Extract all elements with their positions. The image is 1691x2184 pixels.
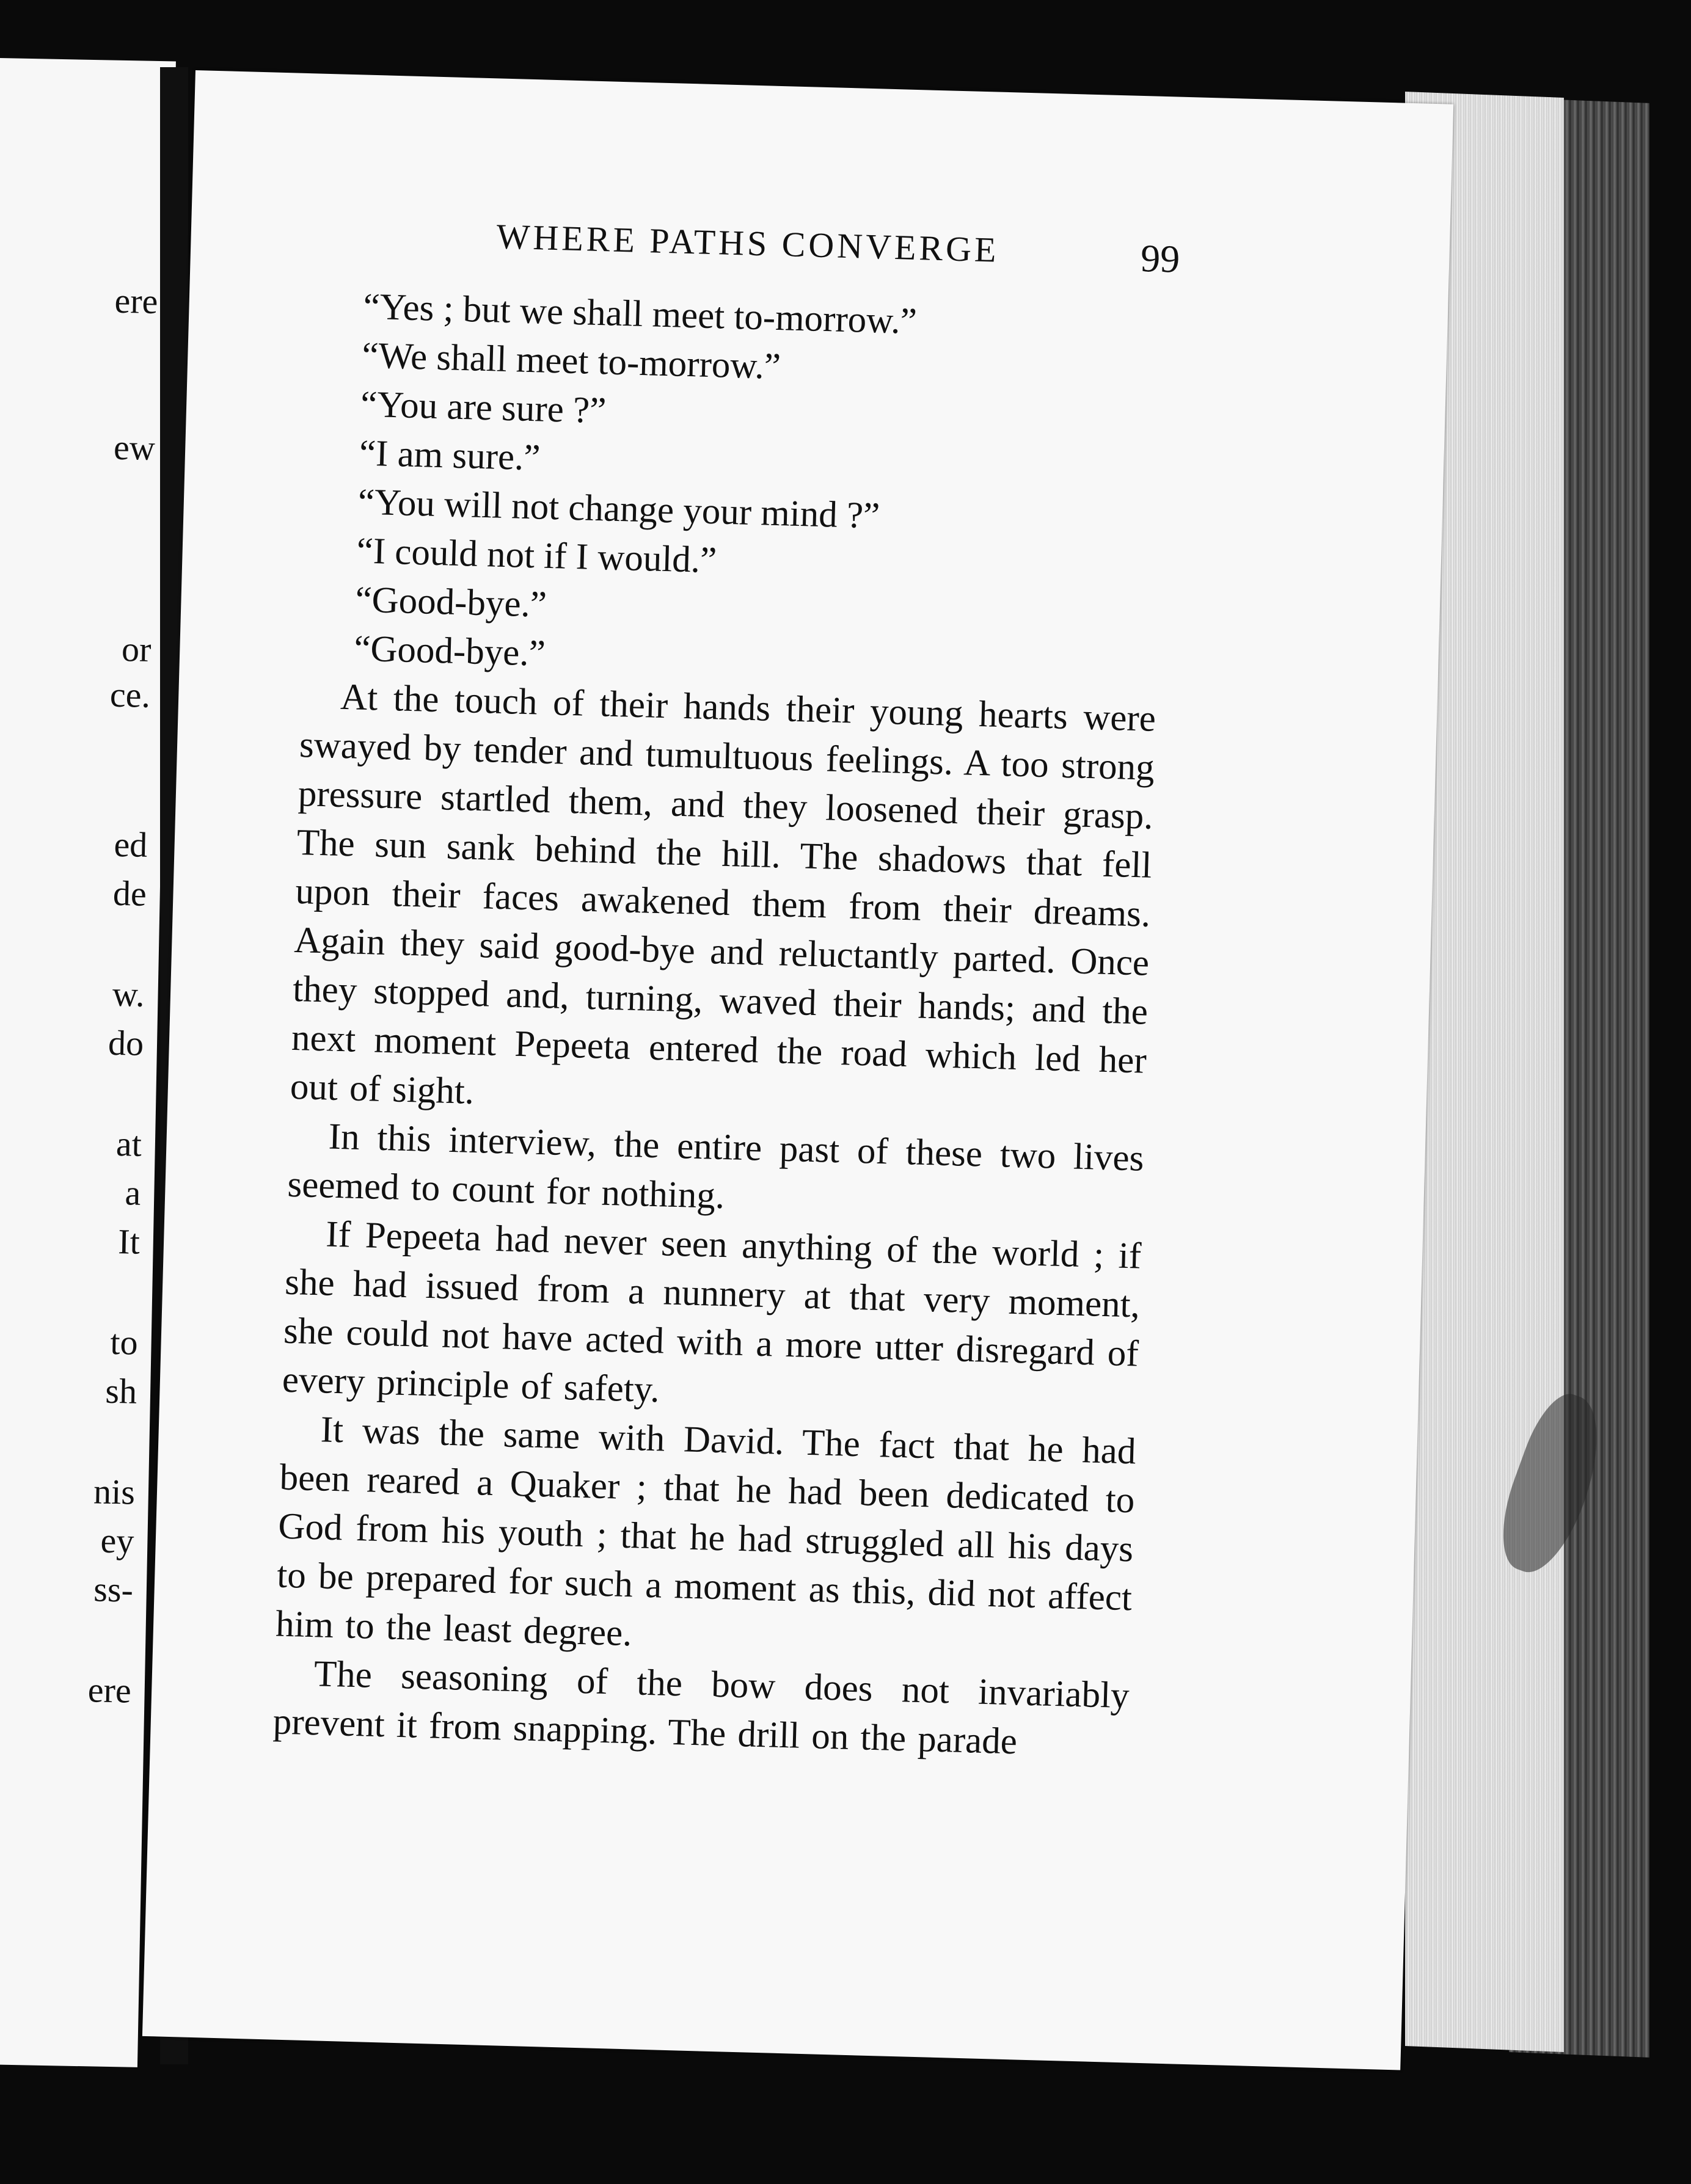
- paragraph: In this interview, the entire past of these two lives seemed to count for nothing.: [287, 1116, 1145, 1217]
- text-fragment: ere: [114, 280, 159, 322]
- dialogue-line: “You will not change your mind ?”: [357, 481, 881, 537]
- book-page: [142, 70, 1453, 2070]
- paragraph: At the touch of their hands their young hearts were swayed by tender and tumultuous feelings. A too strong pressure startled them, and they loosened their grasp. The sun sank behind the hill. The shadows that fell upon their faces awakened them from their dreams. Again they said good-bye and reluctantly parted. Once they stopped and, turning, waved their hands; and the next moment Pepeeta entered the road which led her out of sight.: [290, 676, 1156, 1112]
- text-fragment: to: [109, 1322, 139, 1363]
- paragraph: It was the same with David. The fact that he had been reared a Quaker ; that he had been dedicated to God from his youth ; that he had struggled all his days to be prepared for such a moment as this, did not affect him to the least degree.: [275, 1409, 1137, 1654]
- running-head: [191, 208, 1407, 289]
- page-number: 99: [1140, 236, 1181, 281]
- dialogue-line: “We shall meet to-morrow.”: [361, 335, 781, 388]
- page-body: [272, 281, 1167, 1769]
- dialogue-line: “I could not if I would.”: [356, 530, 718, 581]
- text-fragment: de: [112, 873, 147, 914]
- dialogue-line: “You are sure ?”: [360, 384, 607, 432]
- paragraph: If Pepeeta had never seen anything of the world ; if she had issued from a nunnery at that very moment, she could not have acted with a more utter disregard of every principle of safety.: [282, 1214, 1142, 1411]
- text-fragment: ere: [87, 1670, 132, 1711]
- dialogue-line: “I am sure.”: [359, 432, 541, 479]
- text-fragment: ey: [100, 1520, 135, 1561]
- text-fragment: w.: [112, 974, 145, 1014]
- text-fragment: ce.: [109, 674, 151, 715]
- text-fragment: It: [117, 1221, 141, 1262]
- dialogue-line: “Good-bye.”: [354, 579, 547, 625]
- text-fragment: a: [124, 1173, 141, 1213]
- text-fragment: sh: [104, 1370, 137, 1411]
- text-fragment: or: [121, 629, 152, 669]
- text-fragment: nis: [93, 1471, 136, 1512]
- text-fragment: at: [115, 1123, 142, 1164]
- text-fragment: ew: [113, 427, 156, 468]
- dialogue-line: “Good-bye.”: [353, 628, 546, 674]
- paragraph: The seasoning of the bow does not invariably prevent it from snapping. The drill on the parade: [272, 1653, 1130, 1763]
- dialogue-line: “Yes ; but we shall meet to-morrow.”: [362, 286, 918, 343]
- text-fragment: ss-: [93, 1569, 134, 1610]
- text-fragment: do: [108, 1022, 144, 1063]
- running-head-title: WHERE PATHS CONVERGE: [495, 216, 1000, 270]
- text-fragment: ed: [113, 824, 148, 865]
